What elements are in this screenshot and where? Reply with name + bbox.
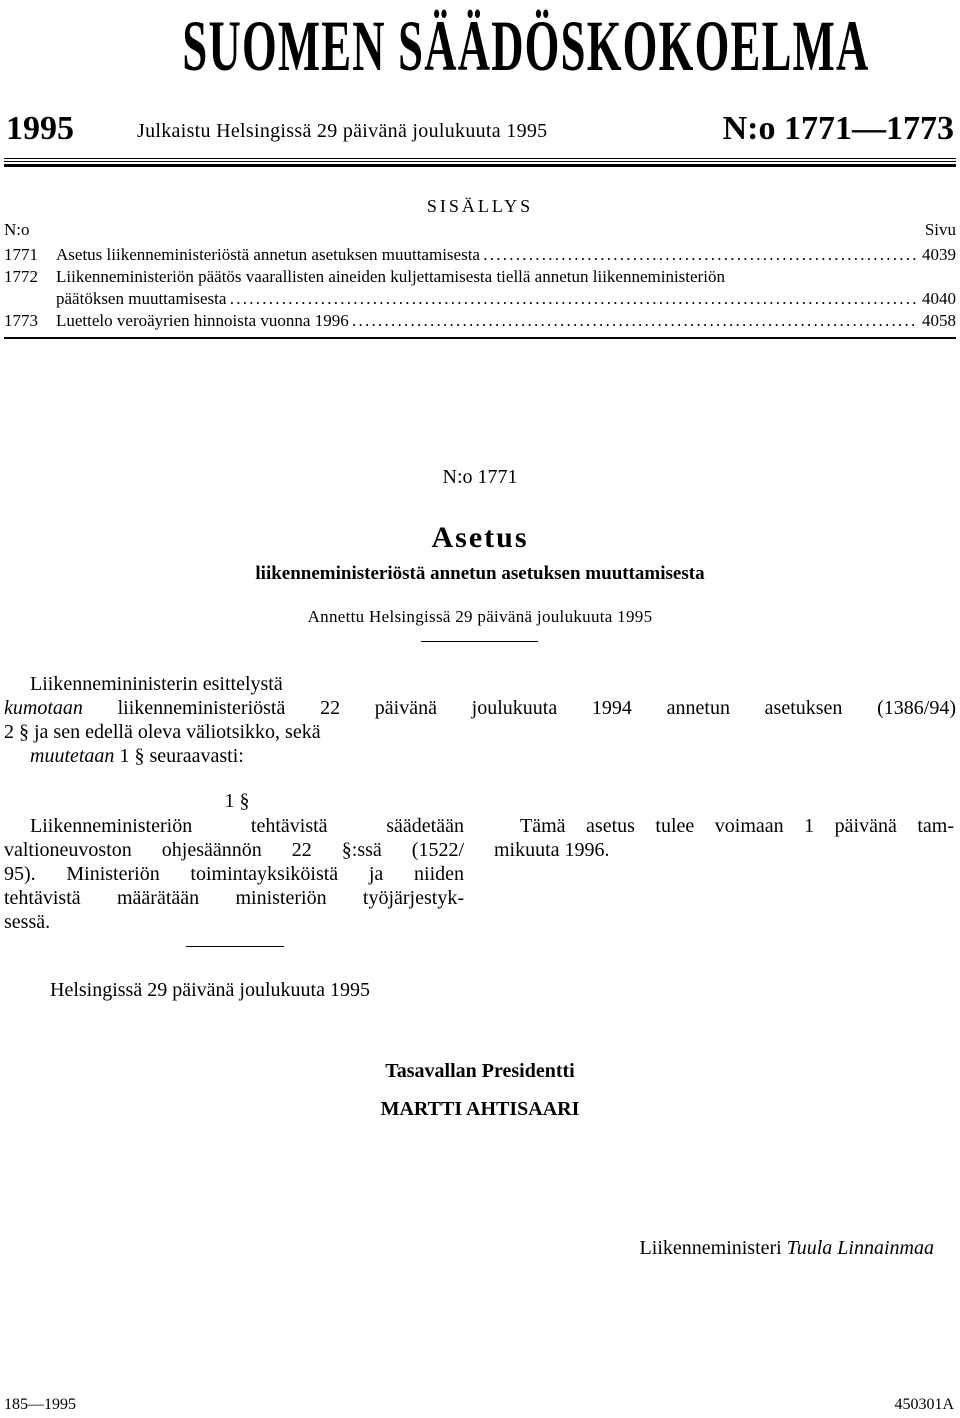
president-name: MARTTI AHTISAARI (380, 1098, 580, 1120)
masthead-title: SUOMEN SÄÄDÖSKOKOELMA (182, 6, 870, 86)
toc-entry-no: 1772 (4, 267, 38, 286)
toc-column-headers (4, 220, 956, 240)
intro-line: Liikennemininisterin esittelystä (30, 673, 283, 695)
toc-entry[interactable] (4, 244, 956, 266)
footer-right: 450301A (894, 1396, 954, 1413)
footer-left: 185—1995 (4, 1396, 76, 1413)
kumotaan-text: liikenneministeriöstä 22 päivänä joulukuuta 1994 annetun asetuksen (1386/94) (117, 697, 957, 719)
place-date: Helsingissä 29 päivänä joulukuuta 1995 (50, 979, 370, 1001)
muutetaan-text: 1 § seuraavasti: (119, 745, 244, 767)
toc-entry-text: Luettelo veroäyrien hinnoista vuonna 1996 . . . (56, 310, 916, 332)
body-divider (186, 946, 284, 947)
act-subtitle: liikenneministeriöstä annetun asetuksen muuttamisesta (255, 563, 705, 584)
toc-entry[interactable] (4, 310, 956, 332)
repeal-continuation: 2 § ja sen edellä oleva väliotsikko, sekä (4, 721, 321, 743)
toc-entry-page: 4039 (922, 245, 956, 264)
minister-name: Tuula Linnainmaa (786, 1237, 934, 1259)
left-col-line: Liikenneministeriön tehtävistä säädetään (30, 815, 464, 837)
toc-entry-text: Liikenneministeriön päätös vaarallisten aineiden kuljettamisesta tiellä annetun liikenneministeriön (56, 267, 725, 286)
toc-entry-no: 1773 (4, 311, 38, 330)
toc-col-page: Sivu (924, 220, 956, 239)
toc-list (4, 244, 956, 332)
left-col-line: 95). Ministeriön toimintayksiköistä ja niiden (4, 863, 464, 885)
left-col-line: sessä. (4, 911, 51, 933)
toc-entry-page: 4040 (922, 289, 956, 308)
minister-signature (640, 1237, 934, 1260)
act-type: Asetus (431, 521, 529, 554)
toc-col-no: N:o (4, 220, 30, 239)
header-published: Julkaistu Helsingissä 29 päivänä joulukuuta 1995 (137, 120, 548, 142)
header-year: 1995 (6, 110, 74, 147)
toc-entry-no: 1771 (4, 245, 38, 264)
muutetaan-word: muutetaan (30, 745, 115, 767)
toc-entry-text-cont: päätöksen muuttamisesta . . . (56, 288, 916, 310)
toc-entry[interactable] (4, 266, 956, 288)
right-col-line: mikuuta 1996. (494, 839, 610, 861)
toc-bottom-rule (4, 337, 956, 339)
kumotaan-line (4, 697, 956, 720)
president-title: Tasavallan Presidentti (385, 1060, 575, 1082)
header-numbers: N:o 1771—1773 (722, 110, 954, 147)
left-column (4, 814, 464, 934)
left-col-line: tehtävistä määrätään ministeriön työjärjestyk- (4, 887, 464, 909)
right-column (494, 814, 954, 862)
muutetaan-line (30, 745, 244, 768)
toc-entry-page: 4058 (922, 311, 956, 330)
minister-title: Liikenneministeri (639, 1237, 782, 1259)
title-divider (421, 641, 538, 642)
act-issued: Annettu Helsingissä 29 päivänä joulukuuta 1995 (307, 607, 653, 626)
toc-entry-continued[interactable] (4, 288, 956, 310)
left-col-line: valtioneuvoston ohjesäännön 22 §:ssä (1522/ (4, 839, 464, 861)
toc-entry-text: Asetus liikenneministeriöstä annetun asetuksen muuttamisesta . . . (56, 244, 916, 266)
header-rules (4, 158, 956, 169)
toc-title: SISÄLLYS (426, 196, 534, 216)
act-number: N:o 1771 (442, 466, 518, 488)
right-col-line: Tämä asetus tulee voimaan 1 päivänä tam- (520, 815, 954, 837)
section-heading: 1 § (224, 790, 250, 812)
kumotaan-word: kumotaan (4, 697, 83, 719)
